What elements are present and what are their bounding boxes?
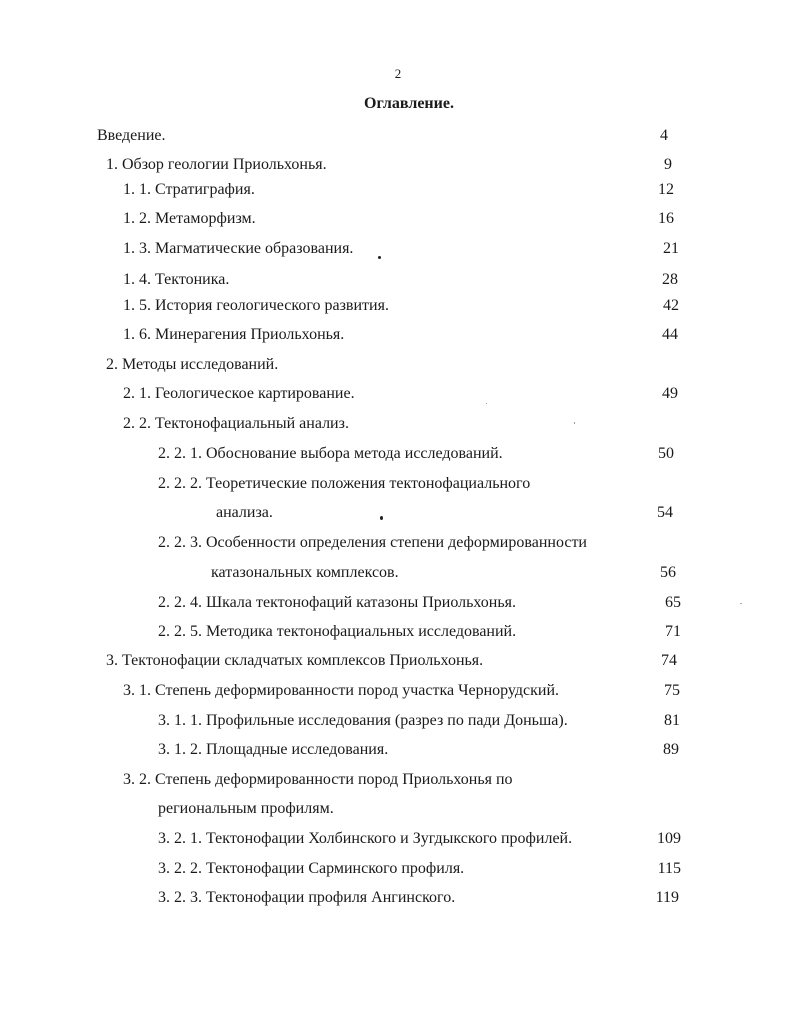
toc-entry-page: 49: [662, 385, 678, 402]
toc-entry-page: 42: [663, 297, 679, 314]
toc-entry-text: 2. 2. 4. Шкала тектонофаций катазоны Приольхонья.: [158, 594, 516, 611]
toc-entry-text: 3. 2. Степень деформированности пород Приольхонья по: [123, 771, 513, 788]
toc-entry-text: 1. 1. Стратиграфия.: [123, 181, 255, 198]
toc-entry: [0, 797, 796, 821]
toc-entry-page: 75: [664, 682, 680, 699]
toc-entry-text: катазональных комплексов.: [211, 564, 399, 581]
toc-entry: [0, 709, 796, 733]
toc-entry-page: 71: [665, 623, 681, 640]
toc-entry-page: 119: [655, 889, 679, 906]
toc-entry-page: 4: [660, 127, 668, 144]
toc-entry: [0, 768, 796, 792]
toc-entry-text: 1. 5. История геологического развития.: [123, 297, 389, 314]
toc-entry-text: 1. 6. Минерагения Приольхонья.: [123, 326, 345, 343]
scan-speck: [378, 256, 381, 259]
toc-entry-page: 21: [663, 240, 679, 257]
toc-entry-text: 2. 2. 1. Обоснование выбора метода исследований.: [158, 445, 503, 462]
toc-entry-page: 12: [658, 181, 674, 198]
toc-entry-text: 2. 1. Геологическое картирование.: [123, 385, 355, 402]
toc-entry-text: 3. 1. 2. Площадные исследования.: [158, 741, 389, 758]
toc-entry: [0, 207, 796, 231]
toc-entry-text: Введение.: [97, 127, 166, 144]
toc-entry-page: 28: [662, 271, 678, 288]
toc-entry: [0, 827, 796, 851]
toc-entry: [0, 591, 796, 615]
toc-entry: [0, 561, 796, 585]
toc-entry-text: 2. Методы исследований.: [106, 356, 279, 373]
toc-entry-text: 1. 4. Тектоника.: [123, 271, 230, 288]
toc-entry-text: анализа.: [216, 504, 273, 521]
toc-entry-text: 3. 2. 1. Тектонофации Холбинского и Зугдыкского профилей.: [158, 830, 573, 847]
toc-entry-text: 1. 3. Магматические образования.: [123, 240, 354, 257]
toc-entry-page: 16: [658, 210, 674, 227]
toc-entry: [0, 353, 796, 377]
toc-entry-text: 2. 2. 2. Теоретические положения тектонофациального: [158, 475, 531, 492]
scan-speck: [740, 603, 742, 604]
toc-entry-text: региональным профилям.: [158, 800, 334, 817]
toc-entry: [0, 886, 796, 910]
toc-entry: [0, 412, 796, 436]
toc-entry-page: 109: [657, 830, 681, 847]
toc-entry: [0, 501, 796, 525]
toc-entry: [0, 237, 796, 261]
toc-entry-text: 3. 2. 2. Тектонофации Сарминского профиля.: [158, 860, 465, 877]
toc-entry: [0, 124, 796, 148]
toc-entry-text: 3. Тектонофации складчатых комплексов Приольхонья.: [106, 652, 484, 669]
toc-entry: [0, 472, 796, 496]
toc-entry-page: 54: [657, 504, 673, 521]
toc-entry-text: 2. 2. 5. Методика тектонофациальных исследований.: [158, 623, 517, 640]
toc-entry-text: 2. 2. 3. Особенности определения степени деформированности: [158, 534, 587, 551]
toc-entry: [0, 178, 796, 202]
toc-entry: [0, 531, 796, 555]
page-number: 2: [394, 66, 402, 81]
toc-entry: [0, 620, 796, 644]
toc-entry-text: 3. 1. 1. Профильные исследования (разрез по пади Доньша).: [158, 712, 568, 729]
toc-entry: [0, 442, 796, 466]
toc-entry: [0, 268, 796, 292]
toc-entry: [0, 323, 796, 347]
toc-entry: [0, 153, 796, 177]
toc-entry-page: 89: [663, 741, 679, 758]
toc-entry: [0, 857, 796, 881]
toc-entry-text: 3. 2. 3. Тектонофации профиля Ангинского.: [158, 889, 456, 906]
toc-entry-text: 3. 1. Степень деформированности пород участка Чернорудский.: [123, 682, 560, 699]
toc-entry: [0, 738, 796, 762]
toc-entry-page: 44: [662, 326, 678, 343]
toc-entry: [0, 649, 796, 673]
toc-entry-page: 74: [661, 652, 677, 669]
scan-speck: [380, 516, 383, 520]
scan-speck: [486, 403, 487, 404]
toc-title: Оглавление.: [364, 95, 454, 112]
toc-entry: [0, 294, 796, 318]
toc-entry-text: 1. Обзор геологии Приольхонья.: [106, 156, 327, 173]
toc-entry-text: 1. 2. Метаморфизм.: [123, 210, 256, 227]
toc-entry-text: 2. 2. Тектонофациальный анализ.: [123, 415, 349, 432]
toc-entry-page: 115: [657, 860, 681, 877]
toc-entry-page: 50: [658, 445, 674, 462]
scan-speck: [574, 422, 575, 424]
toc-entry-page: 81: [664, 712, 680, 729]
toc-entry-page: 56: [660, 564, 676, 581]
toc-entry-page: 9: [664, 156, 672, 173]
toc-entry: [0, 679, 796, 703]
toc-entry: [0, 382, 796, 406]
toc-entry-page: 65: [665, 594, 681, 611]
